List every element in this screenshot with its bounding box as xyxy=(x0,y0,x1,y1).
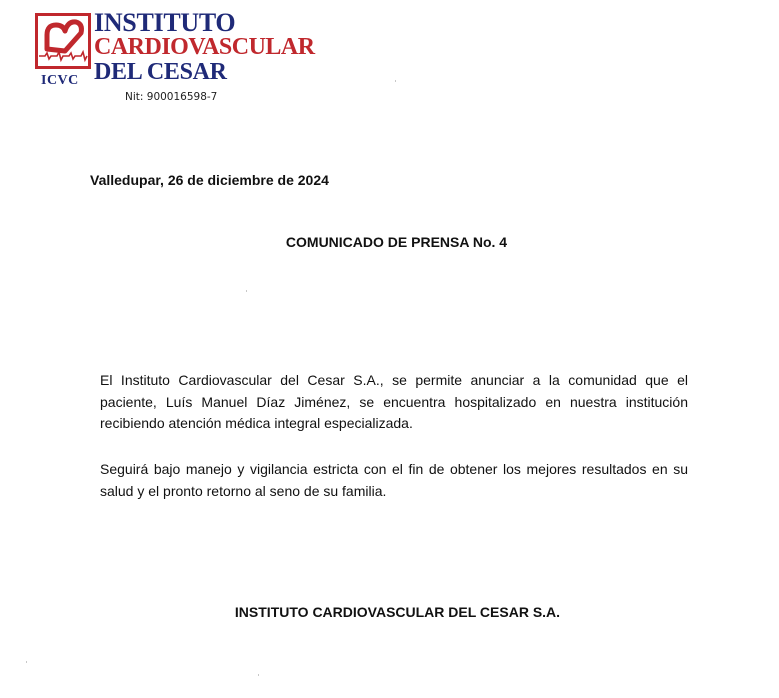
logo-name-line2: CARDIOVASCULAR xyxy=(94,34,315,60)
logo-name-line1: INSTITUTO xyxy=(94,8,236,37)
body-paragraph: Seguirá bajo manejo y vigilancia estricta con el fin de obtener los mejores resultados en su salud y el pronto retorno al seno de su familia. xyxy=(100,461,688,499)
heart-ecg-icon xyxy=(35,13,91,69)
place-date: Valledupar, 26 de diciembre de 2024 xyxy=(90,172,329,188)
signature-block: INSTITUTO CARDIOVASCULAR DEL CESAR S.A. xyxy=(234,604,561,620)
document-title: COMUNICADO DE PRENSA No. 4 xyxy=(285,234,508,250)
scan-speck xyxy=(258,674,259,676)
scan-speck xyxy=(26,661,27,663)
logo-abbreviation: ICVC xyxy=(41,73,79,88)
letterhead-logo xyxy=(33,8,333,111)
tax-id: Nit: 900016598-7 xyxy=(125,91,218,103)
scan-speck xyxy=(395,80,396,82)
body-paragraph: El Instituto Cardiovascular del Cesar S.A., se permite anunciar a la comunidad que el paciente, Luís Manuel Díaz Jiménez, se encuentra hospitalizado en nuestra institución recibiendo atención médica integral especializada. xyxy=(100,372,688,431)
logo-name-line3: DEL CESAR xyxy=(94,59,227,85)
scan-speck xyxy=(246,290,247,292)
